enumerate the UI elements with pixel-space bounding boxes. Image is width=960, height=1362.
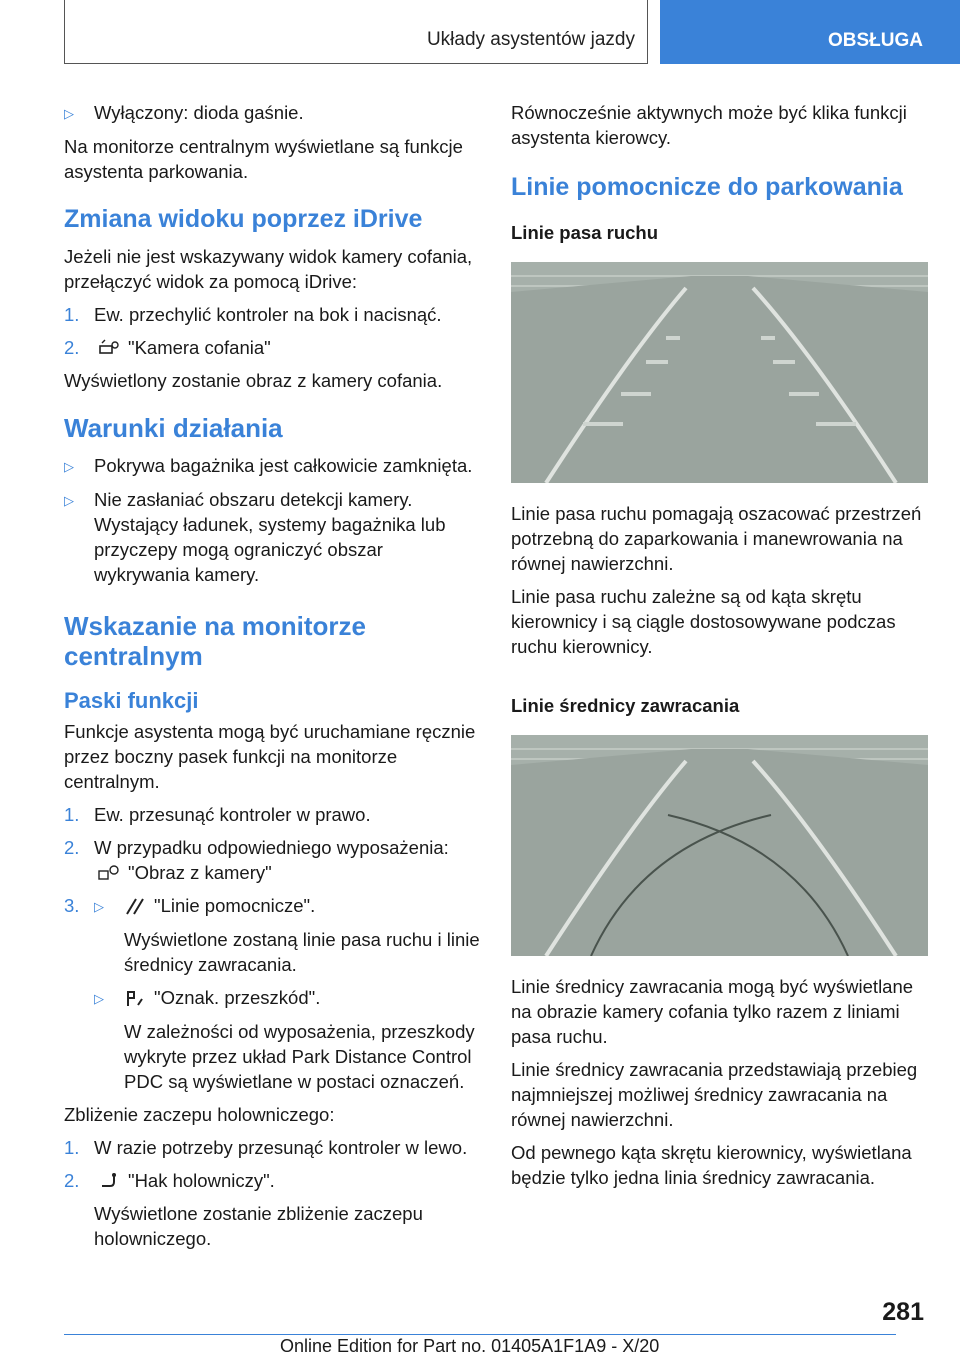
heading-idrive: Zmiana widoku poprzez iDrive bbox=[64, 205, 423, 233]
paragraph: Wyświetlone zostaną linie pasa ruchu i linie średnicy zawracania. bbox=[124, 929, 480, 975]
paragraph: Funkcje asystenta mogą być uruchamiane ręcznie przez boczny pasek funkcji na monitorze centralnym. bbox=[64, 721, 476, 792]
step-item: 1. Ew. przesunąć kontroler w prawo. bbox=[64, 804, 371, 825]
step-item: 1. W razie potrzeby przesunąć kontroler w lewo. bbox=[64, 1137, 468, 1158]
paragraph: Wyświetlone zostanie zbliżenie zaczepu holowniczego. bbox=[94, 1203, 423, 1249]
list-item: ▷ Wyłączony: dioda gaśnie. bbox=[64, 102, 304, 123]
footer-edition: Online Edition for Part no. 01405A1F1A9 - X/20 bbox=[280, 1336, 660, 1356]
step-item: 2. "Hak holowniczy". bbox=[64, 1170, 275, 1191]
paragraph: Wyświetlony zostanie obraz z kamery cofania. bbox=[64, 370, 443, 391]
list-item: ▷ "Oznak. przeszkód". bbox=[94, 987, 321, 1008]
heading-linie: Linie pomocnicze do parkowania bbox=[511, 173, 903, 201]
list-item: ▷ Nie zasłaniać obszaru detekcji kamery. Wystający ładunek, systemy bagażnika lub przyczepy mogą ograniczyć obszar wykrywania kamery. bbox=[64, 489, 446, 585]
footer-divider bbox=[64, 1334, 896, 1335]
lane-lines-figure bbox=[511, 262, 928, 483]
paragraph: Od pewnego kąta skrętu kierownicy, wyświetlana będzie tylko jedna linia średnicy zawracania. bbox=[511, 1142, 912, 1188]
step-item: 1. Ew. przechylić kontroler na bok i nacisnąć. bbox=[64, 304, 442, 325]
header-chapter-tab bbox=[660, 0, 960, 64]
paragraph: W zależności od wyposażenia, przeszkody wykryte przez układ Park Distance Control PDC są wyświetlane w postaci oznaczeń. bbox=[124, 1021, 475, 1092]
heading-wskazanie: Wskazanie na monitorze centralnym bbox=[64, 611, 366, 671]
left-column bbox=[64, 100, 480, 1259]
paragraph: Linie pasa ruchu pomagają oszacować przestrzeń potrzebną do zaparkowania i manewrowania na równej nawierzchni. bbox=[511, 503, 922, 574]
paragraph: Jeżeli nie jest wskazywany widok kamery cofania, przełączyć widok za pomocą iDrive: bbox=[64, 246, 473, 292]
tow-hook-icon bbox=[98, 1172, 120, 1190]
paragraph: Linie pasa ruchu zależne są od kąta skrętu kierownicy i są ciągle dostosowywane podczas ruchu kierownicy. bbox=[511, 586, 896, 657]
header-chapter-label: OBSŁUGA bbox=[828, 30, 923, 51]
step-item: 2. "Kamera cofania" bbox=[64, 337, 271, 358]
guide-lines-icon bbox=[124, 897, 146, 915]
right-column bbox=[511, 100, 931, 1198]
step-item: 3. ▷ "Linie pomocnicze". bbox=[64, 895, 316, 916]
heading-pasa: Linie pasa ruchu bbox=[511, 222, 659, 243]
paragraph: Zbliżenie zaczepu holowniczego: bbox=[64, 1104, 335, 1125]
heading-warunki: Warunki działania bbox=[64, 413, 283, 443]
camera-view-icon bbox=[98, 864, 120, 882]
page-number: 281 bbox=[882, 1298, 924, 1326]
header-section-box bbox=[64, 0, 648, 64]
paragraph: Linie średnicy zawracania przedstawiają przebieg najmniejszej możliwej średnicy zawracania na równej nawierzchni. bbox=[511, 1059, 918, 1130]
heading-paski: Paski funkcji bbox=[64, 688, 199, 713]
step-item: 2. W przypadku odpowiedniego wyposażenia: "Obraz z kamery" bbox=[64, 837, 449, 883]
header-section-title: Układy asystentów jazdy bbox=[426, 29, 635, 50]
obstacle-marking-icon bbox=[124, 989, 146, 1007]
paragraph: Na monitorze centralnym wyświetlane są funkcje asystenta parkowania. bbox=[64, 136, 463, 182]
turning-circle-figure bbox=[511, 735, 928, 956]
heading-srednicy: Linie średnicy zawracania bbox=[511, 695, 740, 716]
camera-icon bbox=[98, 339, 120, 357]
paragraph: Linie średnicy zawracania mogą być wyświetlane na obrazie kamery cofania tylko razem z liniami pasa ruchu. bbox=[511, 976, 914, 1047]
list-item: ▷ Pokrywa bagażnika jest całkowicie zamknięta. bbox=[64, 455, 473, 476]
paragraph: Równocześnie aktywnych może być klika funkcji asystenta kierowcy. bbox=[511, 102, 907, 148]
